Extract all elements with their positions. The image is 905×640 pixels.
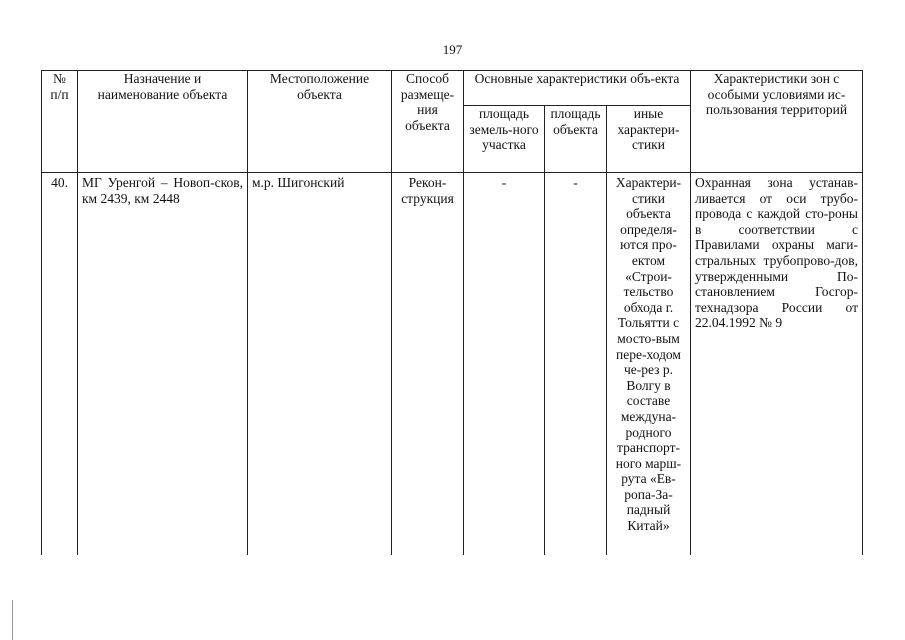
objects-table [41,70,863,555]
header-method: Способ размеще-ния объекта [392,71,464,173]
header-object-area: площадь объекта [545,106,607,173]
header-name: Назначение и наименование объекта [78,71,248,173]
header-main-characteristics: Основные характеристики объ-екта [464,71,691,106]
header-location: Местоположение объекта [248,71,392,173]
header-num: № п/п [42,71,78,173]
row-object-area: - [545,173,607,556]
row-location: м.р. Шигонский [248,173,392,556]
header-other-characteristics: иные характери-стики [607,106,691,173]
row-num: 40. [42,173,78,556]
table-row [42,173,863,556]
row-other-characteristics: Характери-стики объекта определя-ются про-ектом «Строи-тельство обхода г. Тольятти с мосто-вым пере-ходом че-рез р. Волгу в составе междуна-родного транспорт-ного марш-рута «Ев-ропа-За-падный Китай» [607,173,691,556]
scan-edge-mark [12,600,13,640]
header-zones: Характеристики зон с особыми условиями ис-пользования территорий [691,71,863,173]
row-land-area: - [464,173,545,556]
row-zones: Охранная зона устанав-ливается от оси трубо-провода с каждой сто-роны в соответствии с Правилами охраны маги-стральных трубопрово-дов, утвержденными По-становлением Госгор-технадзора России от 22.04.1992 № 9 [691,173,863,556]
row-method: Рекон-струкция [392,173,464,556]
row-name: МГ Уренгой – Новоп-сков, км 2439, км 2448 [78,173,248,556]
page-number: 197 [442,42,463,57]
header-land-area: площадь земель-ного участка [464,106,545,173]
